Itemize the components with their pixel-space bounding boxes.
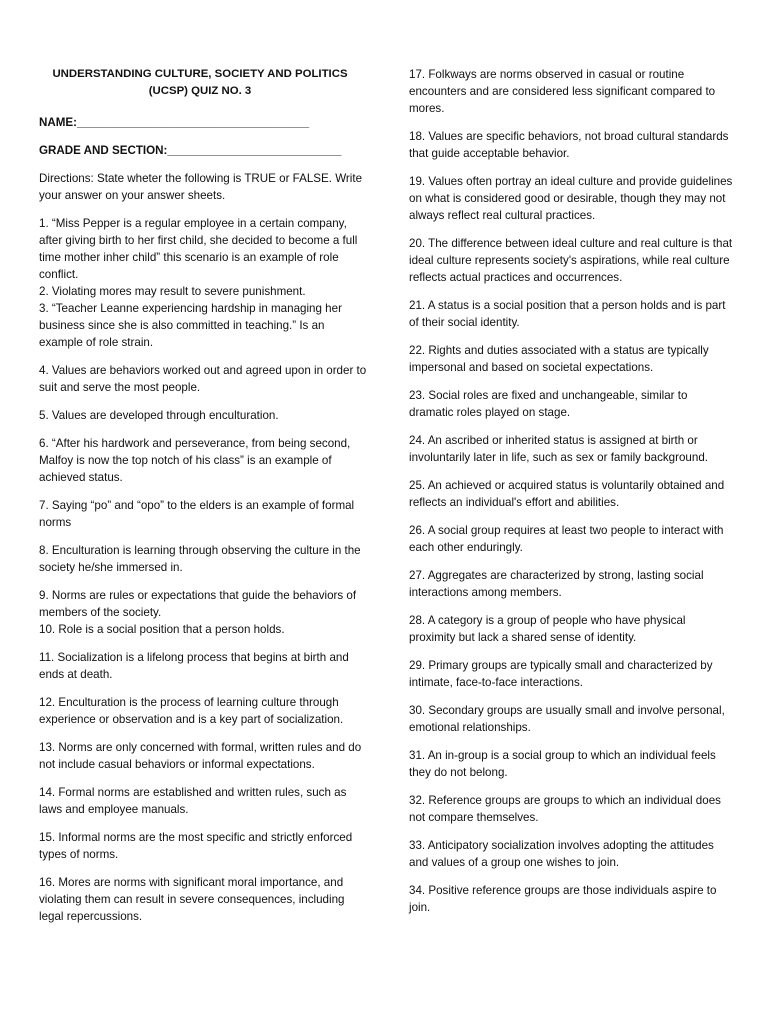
quiz-item-2: 2. Violating mores may result to severe punishment. <box>39 285 306 298</box>
quiz-item-3: 3. “Teacher Leanne experiencing hardship in managing her business since she is also committed in teaching.” Is an example of role strain. <box>39 302 342 349</box>
quiz-item-18: 18. Values are specific behaviors, not broad cultural standards that guide acceptable behavior. <box>409 130 729 160</box>
quiz-item-25: 25. An achieved or acquired status is voluntarily obtained and reflects an individual's effort and abilities. <box>409 479 725 509</box>
quiz-item-12: 12. Enculturation is the process of learning culture through experience or observation and is a key part of socialization. <box>39 696 344 726</box>
quiz-item-11: 11. Socialization is a lifelong process that begins at birth and ends at death. <box>39 651 349 681</box>
right-column <box>409 66 735 927</box>
quiz-item-4: 4. Values are behaviors worked out and agreed upon in order to suit and serve the most people. <box>39 364 367 394</box>
quiz-item-9: 9. Norms are rules or expectations that guide the behaviors of members of the society. <box>39 589 357 619</box>
quiz-item-24: 24. An ascribed or inherited status is assigned at birth or involuntarily later in life, such as sex or family background. <box>409 434 708 464</box>
name-field: NAME:____________________________________ <box>39 116 310 129</box>
quiz-item-1: 1. “Miss Pepper is a regular employee in a certain company, after giving birth to her first child, she decided to become a full time mother inher child” this scenario is an example of role conflict. <box>39 217 358 281</box>
quiz-item-34: 34. Positive reference groups are those individuals aspire to join. <box>409 884 717 914</box>
quiz-item-31: 31. An in-group is a social group to which an individual feels they do not belong. <box>409 749 716 779</box>
quiz-item-27: 27. Aggregates are characterized by strong, lasting social interactions among members. <box>409 569 704 599</box>
quiz-item-22: 22. Rights and duties associated with a status are typically impersonal and based on societal expectations. <box>409 344 709 374</box>
quiz-item-14: 14. Formal norms are established and written rules, such as laws and employee manuals. <box>39 786 347 816</box>
quiz-item-5: 5. Values are developed through enculturation. <box>39 409 279 422</box>
quiz-item-15: 15. Informal norms are the most specific and strictly enforced types of norms. <box>39 831 353 861</box>
quiz-item-16: 16. Mores are norms with significant moral importance, and violating them can result in severe consequences, including legal repercussions. <box>39 876 345 923</box>
quiz-item-10: 10. Role is a social position that a person holds. <box>39 623 285 636</box>
quiz-item-20: 20. The difference between ideal culture and real culture is that ideal culture represents society's aspirations, while real culture reflects actual practices and occurrences. <box>409 237 733 284</box>
quiz-item-7: 7. Saying “po” and “opo” to the elders is an example of formal norms <box>39 499 355 529</box>
left-column <box>39 66 369 936</box>
quiz-item-8: 8. Enculturation is learning through observing the culture in the society he/she immersed in. <box>39 544 361 574</box>
quiz-item-21: 21. A status is a social position that a person holds and is part of their social identity. <box>409 299 726 329</box>
title-line-1: UNDERSTANDING CULTURE, SOCIETY AND POLITICS <box>52 68 348 80</box>
quiz-item-33: 33. Anticipatory socialization involves adopting the attitudes and values of a group one wishes to join. <box>409 839 714 869</box>
quiz-item-26: 26. A social group requires at least two people to interact with each other enduringly. <box>409 524 724 554</box>
quiz-title <box>39 66 361 100</box>
title-line-2: (UCSP) QUIZ NO. 3 <box>148 85 252 97</box>
quiz-item-23: 23. Social roles are fixed and unchangeable, similar to dramatic roles played on stage. <box>409 389 688 419</box>
quiz-item-19: 19. Values often portray an ideal culture and provide guidelines on what is considered good or desirable, though they may not always reflect real cultural practices. <box>409 175 733 222</box>
directions: Directions: State wheter the following is TRUE or FALSE. Write your answer on your answer sheets. <box>39 172 363 202</box>
quiz-item-28: 28. A category is a group of people who have physical proximity but lack a shared sense of identity. <box>409 614 686 644</box>
grade-section-field: GRADE AND SECTION:___________________________ <box>39 144 342 157</box>
quiz-item-17: 17. Folkways are norms observed in casual or routine encounters and are considered less significant compared to mores. <box>409 68 716 115</box>
quiz-item-29: 29. Primary groups are typically small and characterized by intimate, face-to-face interactions. <box>409 659 713 689</box>
quiz-item-30: 30. Secondary groups are usually small and involve personal, emotional relationships. <box>409 704 725 734</box>
quiz-item-32: 32. Reference groups are groups to which an individual does not compare themselves. <box>409 794 721 824</box>
quiz-item-6: 6. “After his hardwork and perseverance, from being second, Malfoy is now the top notch of his class” is an example of achieved status. <box>39 437 351 484</box>
quiz-item-13: 13. Norms are only concerned with formal, written rules and do not include casual behaviors or informal expectations. <box>39 741 362 771</box>
